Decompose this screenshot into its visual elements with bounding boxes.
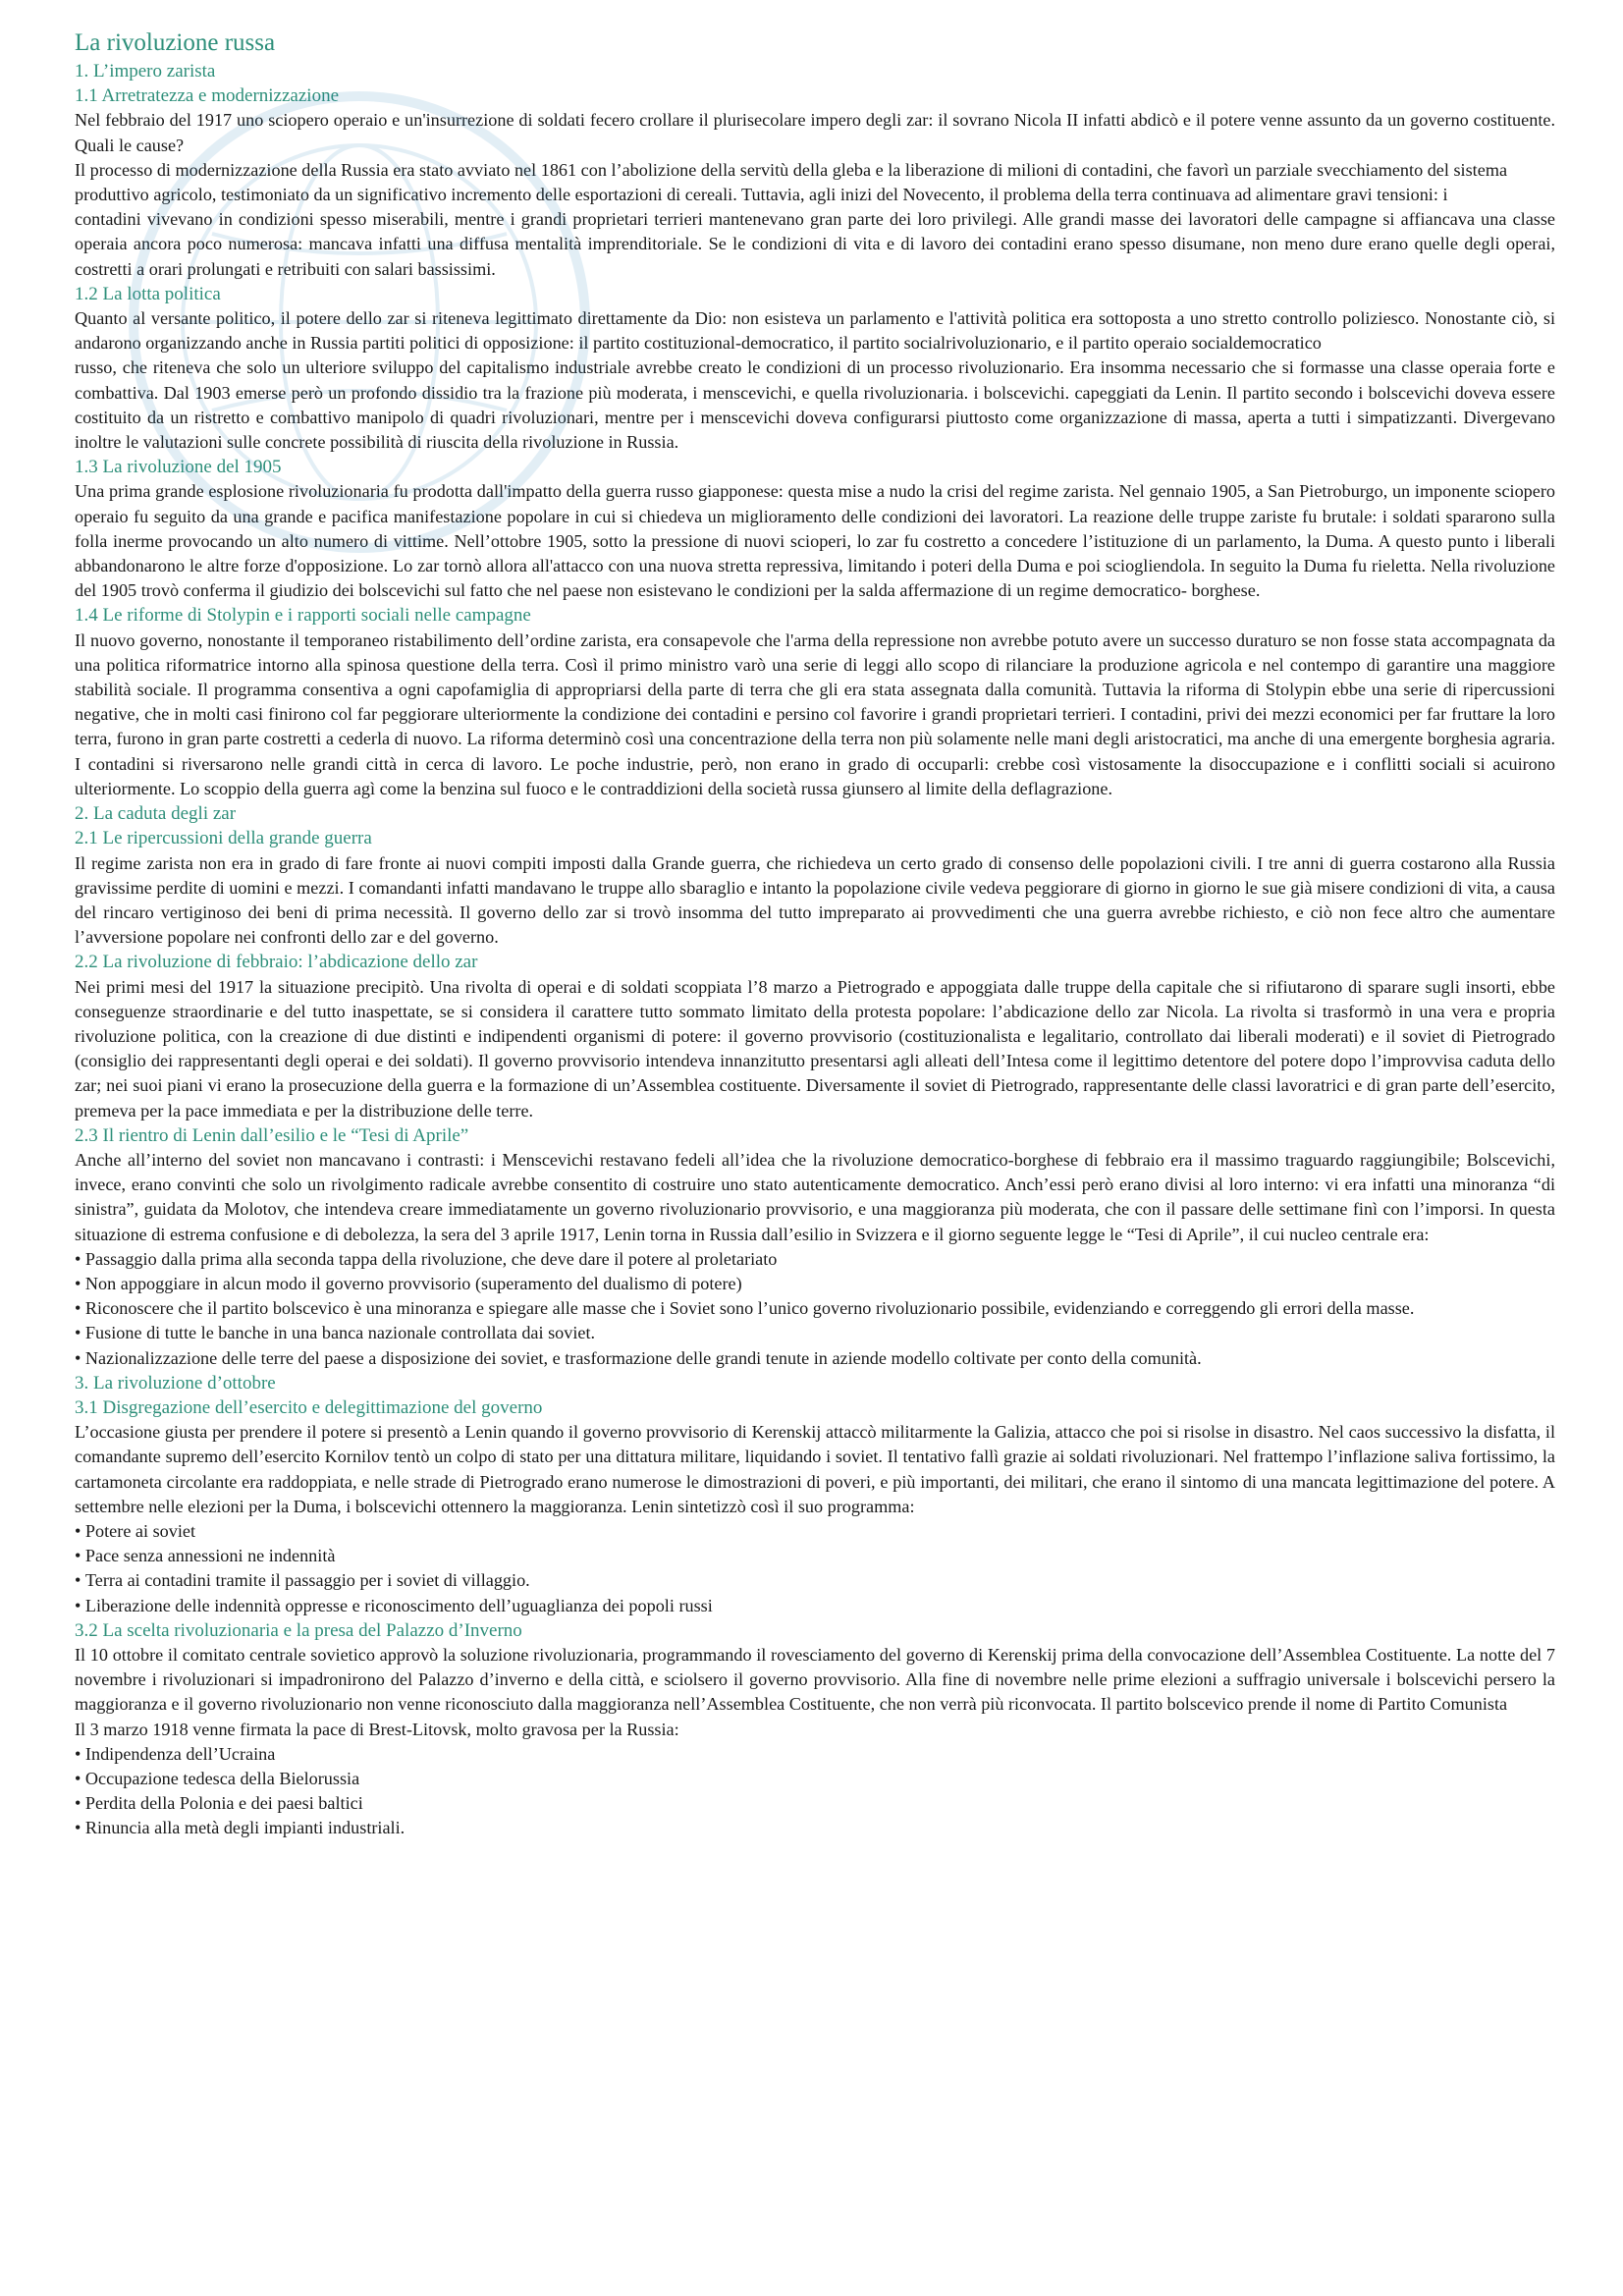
paragraph: Nel febbraio del 1917 uno sciopero operaio e un'insurrezione di soldati fecero crollare il plurisecolare impero degli zar: il sovrano Nicola II infatti abdicò e il potere venne assunto da un governo costituente. Quali le cause? — [75, 110, 1555, 155]
subsection-heading-2-3: 2.3 Il rientro di Lenin dall’esilio e le “Tesi di Aprile” — [75, 1124, 469, 1146]
subsection-heading-3-1: 3.1 Disgregazione dell’esercito e delegittimazione del governo — [75, 1396, 543, 1418]
paragraph: Il 3 marzo 1918 venne firmata la pace di Brest-Litovsk, molto gravosa per la Russia: — [75, 1719, 679, 1739]
list-item: • Potere ai soviet — [75, 1519, 1555, 1544]
paragraph: L’occasione giusta per prendere il potere si presentò a Lenin quando il governo provvisorio di Kerenskij attaccò militarmente la Galizia, attacco che poi si risolse in disastro. Nel caos successivo la disfatta, il comandante supremo dell’esercito Kornilov tentò un colpo di stato per una dittatura militare, liquidando i soviet. Il tentativo fallì grazie ai soldati rivoluzionari. Nel frattempo l’inflazione saliva fortissimo, la cartamoneta circolante era raddoppiata, e nelle strade di Pietrogrado erano numerose le dimostrazioni di poveri, e più importanti, dei militari, che erano il sintomo di una mancata legittimazione del potere. A settembre nelle elezioni per la Duma, i bolscevichi ottennero la maggioranza. Lenin sintetizzò così il suo programma: — [75, 1422, 1555, 1516]
paragraph: Il 10 ottobre il comitato centrale sovietico approvò la soluzione rivoluzionaria, programmando il rovesciamento del governo di Kerenskij prima della convocazione dell’Assemblea Costituente. La notte del 7 novembre i rivoluzionari si impadronirono del Palazzo d’inverno e della città, e sciolsero il governo provvisorio. Alla fine di novembre nelle prime elezioni a suffragio universale i bolscevichi persero la maggioranza e il governo rivoluzionario non venne riconosciuto dalla maggioranza nell’Assemblea Costituente, che non verrà più riconvocata. Il partito bolscevico prende il nome di Partito Comunista — [75, 1645, 1555, 1715]
brest-litovsk-list — [75, 1742, 1555, 1841]
paragraph: Il processo di modernizzazione della Russia era stato avviato nel 1861 con l’abolizione della servitù della gleba e la liberazione di milioni di contadini, che favorì un parziale svecchiamento del sistema — [75, 159, 1508, 180]
subsection-heading-1-2: 1.2 La lotta politica — [75, 283, 221, 304]
paragraph: Quanto al versante politico, il potere dello zar si riteneva legittimato direttamente da Dio: non esisteva un parlamento e l'attività politica era sottoposta a uno stretto controllo poliziesco. Nonostante ciò, si andarono organizzando anche in Russia partiti politici di opposizione: il partito costituzional-democratico, il partito socialrivoluzionario, e il partito operaio socialdemocratico — [75, 308, 1555, 354]
paragraph: Una prima grande esplosione rivoluzionaria fu prodotta dall'impatto della guerra russo giapponese: questa mise a nudo la crisi del regime zarista. Nel gennaio 1905, a San Pietroburgo, un imponente sciopero operaio fu seguito da una grande e pacifica manifestazione popolare in cui si chiedeva un miglioramento delle condizioni dei lavoratori. La reazione delle truppe zariste fu brutale: i soldati spararono sulla folla inerme provocando un alto numero di vittime. Nell’ottobre 1905, sotto la pressione di nuovi scioperi, lo zar fu costretto a concedere l’istituzione di un parlamento, la Duma. A questo punto i liberali abbandonarono le altre forze d'opposizione. Lo zar tornò allora all'attacco con una nuova stretta repressiva, limitando i poteri della Duma e poi sciogliendola. In seguito la Duma fu rieletta. Nella rivoluzione del 1905 trovò conferma il giudizio dei bolscevichi sul fatto che nel paese non esistevano le condizioni per la salda affermazione di un regime democratico- borghese. — [75, 481, 1555, 601]
list-item: • Passaggio dalla prima alla seconda tappa della rivoluzione, che deve dare il potere al proletariato — [75, 1247, 1555, 1272]
list-item: • Riconoscere che il partito bolscevico è una minoranza e spiegare alle masse che i Soviet sono l’unico governo rivoluzionario possibile, evidenziando e correggendo gli errori della masse. — [75, 1296, 1555, 1321]
paragraph: produttivo agricolo, testimoniato da un significativo incremento delle esportazioni di cereali. Tuttavia, agli inizi del Novecento, il problema della terra continuava ad alimentare gravi tensioni: i — [75, 185, 1448, 205]
subsection-heading-1-3: 1.3 La rivoluzione del 1905 — [75, 457, 282, 478]
paragraph: Nei primi mesi del 1917 la situazione precipitò. Una rivolta di operai e di soldati scoppiata l’8 marzo a Pietrogrado e appoggiata dalle truppe della capitale che si rifiutarono di sparare sugli insorti, ebbe conseguenze straordinarie e del tutto inaspettate, se si considera il carattere tutto sommato limitato della protesta popolare: l’abdicazione dello zar Nicola. La rivolta si trasformò in una vera e propria rivoluzione politica, con la creazione di due distinti e indipendenti organismi di potere: il governo provvisorio (costituzionalista e legalitario, controllato dai liberali moderati) e il soviet di Pietrogrado (consiglio dei rappresentanti degli operai e dei soldati). Il governo provvisorio intendeva innanzitutto presentarsi agli alleati dell’Intesa come il legittimo detentore del potere dopo l’improvvisa caduta dello zar; nei suoi piani vi erano la prosecuzione della guerra e la formazione di un’Assemblea costituente. Diversamente il soviet di Pietrogrado, rappresentante delle classi lavoratrici e di gran parte dell’esercito, premeva per la pace immediata e per la distribuzione delle terre. — [75, 976, 1555, 1121]
paragraph: russo, che riteneva che solo un ulteriore sviluppo del capitalismo industriale avrebbe creato le condizioni di un processo rivoluzionario. Era insomma necessario che si formasse una classe operaia forte e combattiva. Dal 1903 emerse però un profondo dissidio tra la frazione più moderata, i menscevichi, e quella rivoluzionaria. i bolscevichi. capeggiati da Lenin. Il partito secondo i bolscevichi doveva essere costituito da un ristretto e combattivo manipolo di quadri rivoluzionari, mentre per i menscevichi doveva configurarsi piuttosto come organizzazione di massa, aperta a tutti i simpatizzanti. Divergevano inoltre le valutazioni sulle concrete possibilità di riuscita della rivoluzione in Russia. — [75, 357, 1555, 453]
list-item: • Indipendenza dell’Ucraina — [75, 1742, 1555, 1767]
list-item: • Nazionalizzazione delle terre del paese a disposizione dei soviet, e trasformazione delle grandi tenute in aziende modello coltivate per conto della comunità. — [75, 1346, 1555, 1371]
paragraph: Il regime zarista non era in grado di fare fronte ai nuovi compiti imposti dalla Grande guerra, che richiedeva un certo grado di consenso delle popolazioni civili. I tre anni di guerra costarono alla Russia gravissime perdite di uomini e mezzi. I comandanti infatti mandavano le truppe allo sbaraglio e intanto la popolazione civile vedeva peggiorare di giorno in giorno le sue già misere condizioni di vita, a causa del rincaro vertiginoso dei beni di prima necessità. Il governo dello zar si trovò insomma del tutto impreparato ai provvedimenti che una guerra avrebbe richiesto, e ciò non fece altro che aumentare l’avversione popolare nei confronti dello zar e del governo. — [75, 852, 1555, 948]
list-item: • Rinuncia alla metà degli impianti industriali. — [75, 1816, 1555, 1840]
document-page — [75, 27, 1555, 2276]
tesi-di-aprile-list — [75, 1247, 1555, 1371]
paragraph: Il nuovo governo, nonostante il temporaneo ristabilimento dell’ordine zarista, era consapevole che l'arma della repressione non avrebbe potuto avere un successo duraturo se non fosse stata accompagnata da una politica riformatrice intorno alla spinosa questione della terra. Così il primo ministro varò una serie di leggi allo scopo di rilanciare la produzione agricola e nel contempo di garantire una maggiore stabilità sociale. Il programma consentiva a ogni capofamiglia di appropriarsi della parte di terra che gli era stata assegnata dalla comunità. Tuttavia la riforma di Stolypin ebbe una serie di ripercussioni negative, che in molti casi finirono col far peggiorare ulteriormente la condizione dei contadini e persino col favorire i grandi proprietari terrieri. I contadini, privi dei mezzi economici per far fruttare la loro terra, furono in gran parte costretti a cederla di nuovo. La riforma determinò così una concentrazione della terra non più solamente nelle mani degli aristocratici, ma anche di una emergente borghesia agraria. I contadini si riversarono nelle grandi città in cerca di lavoro. Le poche industrie, però, non erano in grado di occuparli: crebbe così vistosamente la disoccupazione e i conflitti sociali si acuirono ulteriormente. Lo scoppio della guerra agì come la benzina sul fuoco e le contraddizioni della società russa giunsero al limite della deflagrazione. — [75, 629, 1555, 798]
section-heading-3: 3. La rivoluzione d’ottobre — [75, 1372, 276, 1394]
section-heading-2: 2. La caduta degli zar — [75, 803, 237, 825]
list-item: • Non appoggiare in alcun modo il governo provvisorio (superamento del dualismo di potere) — [75, 1272, 1555, 1296]
list-item: • Pace senza annessioni ne indennità — [75, 1544, 1555, 1568]
subsection-heading-3-2: 3.2 La scelta rivoluzionaria e la presa del Palazzo d’Inverno — [75, 1619, 522, 1641]
list-item: • Fusione di tutte le banche in una banca nazionale controllata dai soviet. — [75, 1321, 1555, 1345]
paragraph: contadini vivevano in condizioni spesso miserabili, mentre i grandi proprietari terrieri mantenevano gran parte dei loro privilegi. Alle grandi masse dei lavoratori delle campagne si affiancava una classe operaia ancora poco numerosa: mancava infatti una diffusa mentalità imprenditoriale. Se le condizioni di vita e di lavoro dei contadini erano spesso disumane, non meno dure erano quelle degli operai, costretti a orari prolungati e retribuiti con salari bassissimi. — [75, 209, 1555, 279]
list-item: • Occupazione tedesca della Bielorussia — [75, 1767, 1555, 1791]
subsection-heading-1-4: 1.4 Le riforme di Stolypin e i rapporti sociali nelle campagne — [75, 605, 531, 627]
list-item: • Perdita della Polonia e dei paesi baltici — [75, 1791, 1555, 1816]
programma-list — [75, 1519, 1555, 1618]
list-item: • Liberazione delle indennità oppresse e riconoscimento dell’uguaglianza dei popoli russi — [75, 1594, 1555, 1618]
document-title: La rivoluzione russa — [75, 29, 276, 56]
subsection-heading-2-1: 2.1 Le ripercussioni della grande guerra — [75, 828, 372, 849]
subsection-heading-2-2: 2.2 La rivoluzione di febbraio: l’abdicazione dello zar — [75, 952, 478, 973]
paragraph: Anche all’interno del soviet non mancavano i contrasti: i Menscevichi restavano fedeli all’idea che la rivoluzione democratico-borghese di febbraio era il massimo traguardo raggiungibile; Bolscevichi, invece, erano convinti che solo un rivolgimento radicale avrebbe consentito di costruire uno stato autenticamente democratico. Anch’essi però erano divisi al loro interno: vi era infatti una minoranza “di sinistra”, guidata da Molotov, che intendeva creare immediatamente un governo rivoluzionario provvisorio, e una maggioranza più moderata, che con il passare delle settimane finì con l’imporsi. In questa situazione di estrema confusione e di debolezza, la sera del 3 aprile 1917, Lenin torna in Russia dall’esilio in Svizzera e il giorno seguente legge le “Tesi di Aprile”, il cui nucleo centrale era: — [75, 1149, 1555, 1244]
section-heading-1: 1. L’impero zarista — [75, 61, 216, 82]
list-item: • Terra ai contadini tramite il passaggio per i soviet di villaggio. — [75, 1568, 1555, 1593]
subsection-heading-1-1: 1.1 Arretratezza e modernizzazione — [75, 85, 340, 107]
